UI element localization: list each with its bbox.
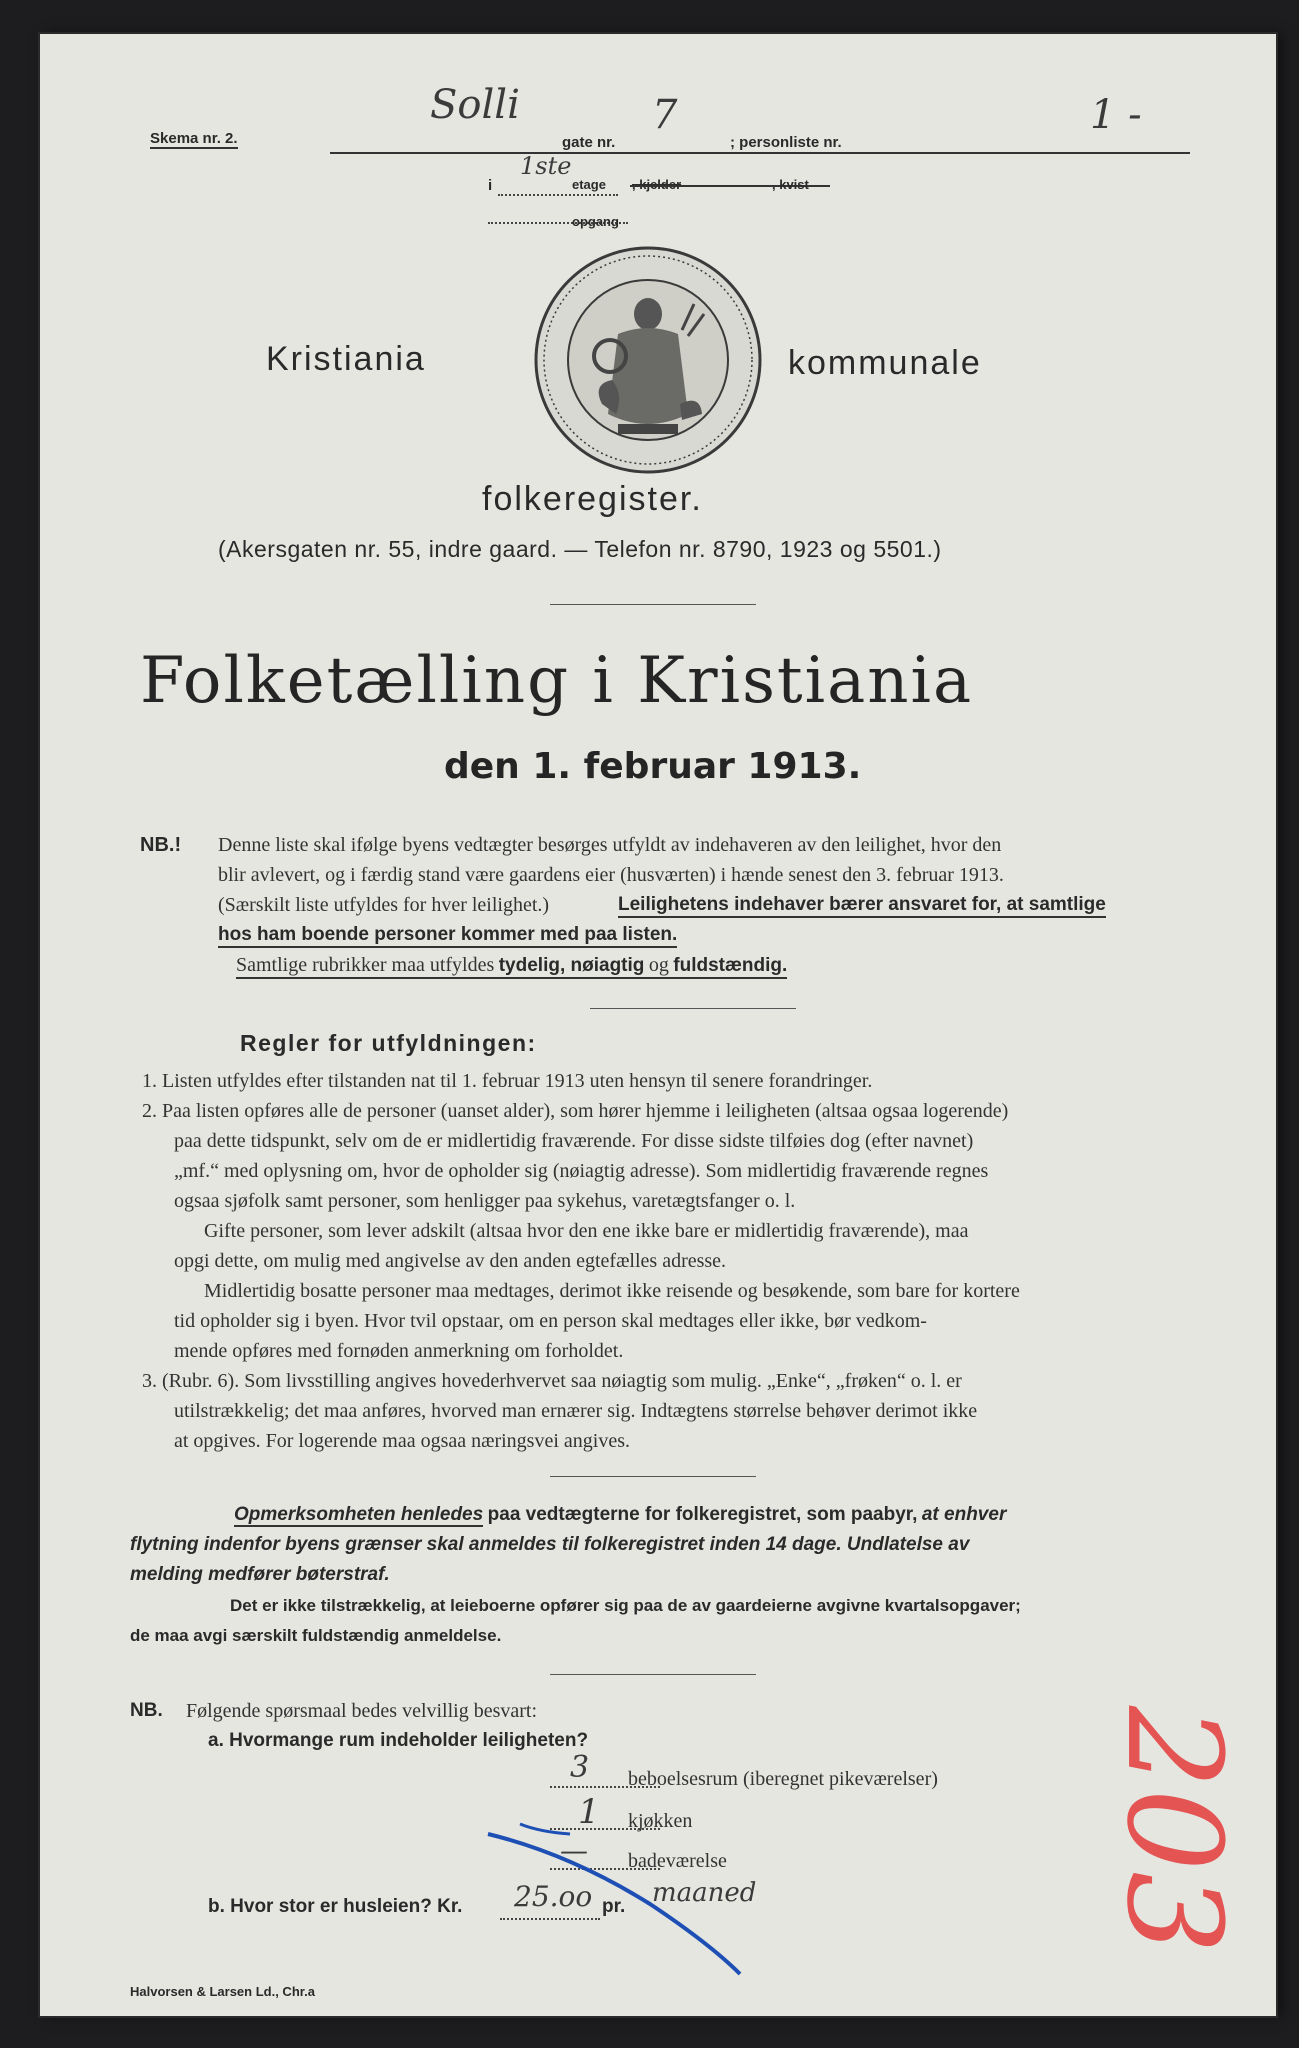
rule-3c: at opgives. For logerende maa ogsaa næringsvei angives. xyxy=(174,1430,630,1452)
rent-period: maaned xyxy=(652,1878,757,1908)
kitchen-value: 1 xyxy=(578,1792,600,1832)
divider-3 xyxy=(550,1476,756,1477)
notice-a3: at enhver xyxy=(921,1504,1007,1525)
nb-line5d: fuldstændig. xyxy=(673,955,788,976)
rule-3a: 3. (Rubr. 6). Som livsstilling angives hovederhvervet saa nøiagtig som mulig. „Enke“, „frøken“ o. l. er xyxy=(142,1370,962,1392)
notice-e: de maa avgi særskilt fuldstændig anmeldelse. xyxy=(130,1626,502,1645)
etage-line xyxy=(498,194,618,196)
nb-line1: Denne liste skal ifølge byens vedtægter besørges utfyldt av indehaveren av den leilighet, hvor den xyxy=(218,834,1002,856)
nb-line5b: tydelig, nøiagtig xyxy=(498,955,645,976)
notice-b: flytning indenfor byens grænser skal anmeldes til folkeregistret inden 14 dage. Undlatelse av xyxy=(130,1534,970,1555)
address-line: (Akersgaten nr. 55, indre gaard. — Telefon nr. 8790, 1923 og 5501.) xyxy=(218,536,942,562)
personliste-value: 1 - xyxy=(1090,92,1142,138)
rule-2f: opgi dette, om mulig med angivelse av den anden egtefælles adresse. xyxy=(174,1250,727,1272)
nb-line2: blir avlevert, og i færdig stand være gaardens eier (husværten) i hænde senest den 3. februar 1913. xyxy=(218,864,1004,886)
nb-line5 xyxy=(236,954,787,979)
rule-2b: paa dette tidspunkt, selv om de er midlertidig fraværende. For disse sidste tilføies dog (efter navnet) xyxy=(174,1130,974,1152)
rooms-label: beboelsesrum (iberegnet pikeværelser) xyxy=(628,1768,938,1790)
title-line2: folkeregister. xyxy=(482,480,703,518)
rule-1: 1. Listen utfyldes efter tilstanden nat til 1. februar 1913 uten hensyn til senere forandringer. xyxy=(142,1070,873,1092)
divider-4 xyxy=(550,1674,756,1675)
date-title: den 1. februar 1913. xyxy=(444,746,862,787)
rooms-value: 3 xyxy=(570,1750,590,1785)
rule-3b: utilstrækkelig; det maa anføres, hvorved man ernærer sig. Indtægtens størrelse behøver derimot ikke xyxy=(174,1400,978,1422)
title-left: Kristiania xyxy=(266,340,426,378)
rule-2d: ogsaa sjøfolk samt personer, som henligger paa sykehus, varetægtsfanger o. l. xyxy=(174,1190,796,1212)
divider-1 xyxy=(550,604,756,605)
questions-nb: NB. xyxy=(130,1700,163,1721)
rule-2c: „mf.“ med oplysning om, hvor de opholder sig (nøiagtig adresse). Som midlertidig fraværende regnes xyxy=(174,1160,989,1182)
rule-2i: mende opføres med fornøden anmerkning om forholdet. xyxy=(174,1340,624,1362)
rule-2a: 2. Paa listen opføres alle de personer (uanset alder), som hører hjemme i leiligheten (altsaa ogsaa logerende) xyxy=(142,1100,1009,1122)
nb-line5a: Samtlige rubrikker maa utfyldes xyxy=(236,954,495,976)
form-sheet xyxy=(40,34,1276,2016)
i-label: i xyxy=(488,177,493,194)
questions-intro: Følgende spørsmaal bedes velvillig besvart: xyxy=(186,1700,538,1722)
rule-2h: tid opholder sig i byen. Hvor tvil opstaar, om en person skal medtages eller ikke, bør vedkom- xyxy=(174,1310,927,1332)
kitchen-label: kjøkken xyxy=(628,1810,693,1832)
skema-label: Skema nr. 2. xyxy=(150,130,238,147)
rent-value: 25.oo xyxy=(514,1880,593,1913)
gate-value: 7 xyxy=(652,92,678,138)
bath-value: — xyxy=(560,1834,588,1867)
notice-a2: paa vedtægterne for folkeregistret, som paabyr, xyxy=(487,1504,918,1525)
rule-2g: Midlertidig bosatte personer maa medtages, derimot ikke reisende og besøkende, som bare for kortere xyxy=(204,1280,1020,1302)
rules-heading: Regler for utfyldningen: xyxy=(240,1030,537,1056)
nb-line5c: og xyxy=(648,954,669,976)
opgang-label: opgang xyxy=(572,214,619,229)
notice-a1: Opmerksomheten henledes xyxy=(234,1504,484,1525)
notice-d: Det er ikke tilstrækkelig, at leieboerne opfører sig paa de av gaardeierne avgivne kvartalsopgaver; xyxy=(230,1596,1021,1615)
gate-label: gate nr. xyxy=(562,134,616,151)
question-b: b. Hvor stor er husleien? Kr. xyxy=(208,1896,463,1917)
question-a: a. Hvormange rum indeholder leiligheten? xyxy=(208,1730,589,1751)
notice-line1 xyxy=(234,1504,1006,1526)
nb-label: NB.! xyxy=(140,834,182,856)
street-value: Solli xyxy=(430,82,520,128)
nb-line3a: (Særskilt liste utfyldes for hver leilighet.) xyxy=(218,894,550,916)
kristiania-seal-icon xyxy=(532,244,764,476)
red-annotation: 203 xyxy=(1098,1705,1251,1955)
notice-c: melding medfører bøterstraf. xyxy=(130,1564,390,1585)
etage-label: etage xyxy=(572,177,606,192)
street-line xyxy=(330,152,1190,154)
rule-2e: Gifte personer, som lever adskilt (altsaa hvor den ene ikke bare er midlertidig fraværende), maa xyxy=(204,1220,969,1242)
nb-line3b: Leilighetens indehaver bærer ansvaret for, at samtlige xyxy=(618,894,1106,918)
nb-line4: hos ham boende personer kommer med paa listen. xyxy=(218,924,677,948)
main-title: Folketælling i Kristiania xyxy=(140,644,974,718)
personliste-label: ; personliste nr. xyxy=(730,134,842,151)
pr-label: pr. xyxy=(602,1896,626,1917)
kvist-label: , kvist xyxy=(772,177,809,192)
title-right: kommunale xyxy=(788,344,982,382)
divider-2 xyxy=(590,1008,796,1009)
bath-label: badeværelse xyxy=(628,1850,727,1872)
etage-value: 1ste xyxy=(520,152,572,180)
printer-credit: Halvorsen & Larsen Ld., Chr.a xyxy=(130,1984,315,1999)
blue-pencil-mark-icon xyxy=(480,1794,800,1994)
